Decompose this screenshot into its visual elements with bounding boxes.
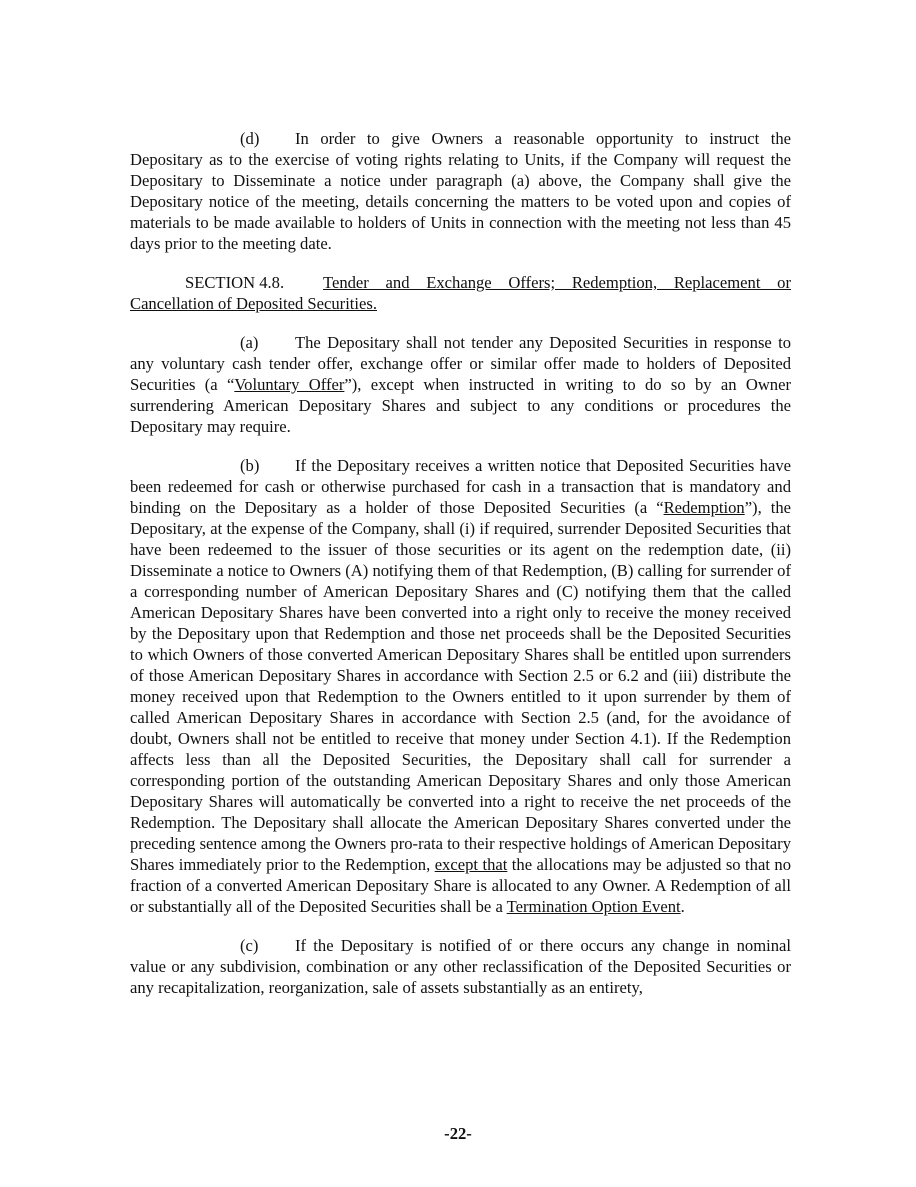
paragraph-a-text-1: The Depositary shall not tender any Deposited Securities in response to any voluntary cash tender offer, exchange offer or similar offer made to holders of Deposited Securities (a “ <box>130 333 791 394</box>
paragraph-d-text: In order to give Owners a reasonable opportunity to instruct the Depositary as to the exercise of voting rights relating to Units, if the Company will request the Depositary to Disseminate a notice under paragraph (a) above, the Company shall give the Depositary notice of the meeting, details concerning the matters to be voted upon and copies of materials to be made available to holders of Units in connection with the meeting not less than 45 days prior to the meeting date. <box>130 129 791 253</box>
term-except-that: except that <box>434 855 508 874</box>
section-title: Tender and Exchange Offers; Redemption, Replacement or Cancellation of Deposited Securities. <box>130 273 791 313</box>
paragraph-b-text-4: . <box>680 897 685 916</box>
paragraph-b-text-3: the allocations may be adjusted so that no fraction of a converted American Depositary Share is allocated to any Owner. A Redemption of all or substantially all of the Deposited Securities shall be a <box>130 855 791 916</box>
paragraph-a-label: (a) <box>240 333 259 352</box>
defined-term-termination-option-event: Termination Option Event <box>506 897 681 916</box>
paragraph-d-label: (d) <box>240 129 260 148</box>
paragraph-b-text-1: If the Depositary receives a written notice that Deposited Securities have been redeemed for cash or otherwise purchased for cash in a transaction that is mandatory and binding on the Depositary as a holder of those Deposited Securities (a “ <box>130 456 791 517</box>
paragraph-c-text: If the Depositary is notified of or there occurs any change in nominal value or any subdivision, combination or any other reclassification of the Deposited Securities or any recapitalization, reorganization, sale of assets substantially as an entirety, <box>130 936 791 997</box>
paragraph-d <box>130 128 791 254</box>
document-body <box>130 128 791 1016</box>
defined-term-voluntary-offer: Voluntary Offer <box>234 375 345 394</box>
paragraph-b <box>130 455 791 917</box>
paragraph-a-text-2: ”), except when instructed in writing to do so by an Owner surrendering American Depositary Shares and subject to any conditions or procedures the Depositary may require. <box>130 375 791 436</box>
paragraph-a <box>130 332 791 437</box>
section-number: SECTION 4.8. <box>185 273 285 292</box>
section-heading <box>130 272 791 314</box>
paragraph-b-label: (b) <box>240 456 260 475</box>
paragraph-c-label: (c) <box>240 936 259 955</box>
paragraph-b-text-2: ”), the Depositary, at the expense of the Company, shall (i) if required, surrender Deposited Securities that have been redeemed to the issuer of those securities or its agent on the redemption date, (ii) Disseminate a notice to Owners (A) notifying them of that Redemption, (B) calling for surrender of a corresponding number of American Depositary Shares and (C) notifying them that the called American Depositary Shares have been converted into a right only to receive the money received by the Depositary upon that Redemption and those net proceeds shall be the Deposited Securities to which Owners of those converted American Depositary Shares shall be entitled upon surrenders of those American Depositary Shares in accordance with Section 2.5 or 6.2 and (iii) distribute the money received upon that Redemption to the Owners entitled to it upon surrender by them of called American Depositary Shares in accordance with Section 2.5 (and, for the avoidance of doubt, Owners shall not be entitled to receive that money under Section 4.1). If the Redemption affects less than all the Deposited Securities, the Depositary shall call for surrender a corresponding portion of the outstanding American Depositary Shares and only those American Depositary Shares will automatically be converted into a right to receive the net proceeds of the Redemption. The Depositary shall allocate the American Depositary Shares converted under the preceding sentence among the Owners pro-rata to their respective holdings of American Depositary Shares immediately prior to the Redemption, <box>130 498 791 874</box>
page-number: -22- <box>444 1124 472 1143</box>
defined-term-redemption: Redemption <box>663 498 745 517</box>
paragraph-c <box>130 935 791 998</box>
